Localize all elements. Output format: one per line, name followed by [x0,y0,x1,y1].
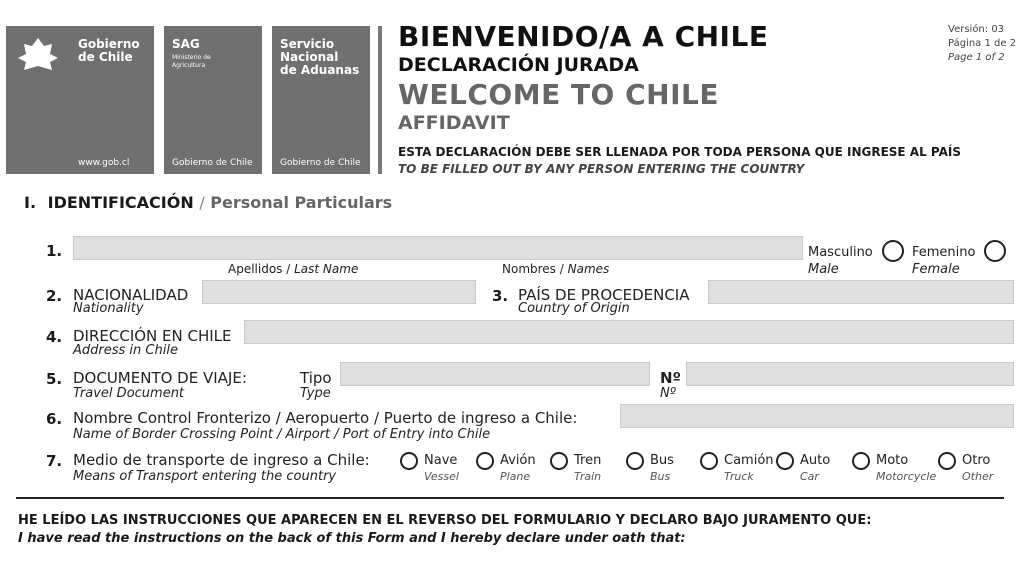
nationality-label: NACIONALIDAD [73,286,189,304]
notice-es: ESTA DECLARACIÓN DEBE SER LLENADA POR TODA PERSONA QUE INGRESE AL PAÍS [398,145,962,159]
address-input[interactable] [244,320,1014,344]
title-es: BIENVENIDO/A A CHILE [398,20,769,53]
transport-plane-radio[interactable] [476,452,494,470]
transport-plane-label: Avión [500,453,536,468]
section-roman: I. [24,193,37,212]
transport-other-radio[interactable] [938,452,956,470]
field-1-number: 1. [46,242,63,260]
transport-motorcycle-sub: Motorcycle [876,470,937,483]
travel-doc-label: DOCUMENTO DE VIAJE: [73,369,247,387]
transport-plane-sub: Plane [500,470,531,483]
aduanas-logo [272,26,370,174]
subtitle-en: AFFIDAVIT [398,112,510,134]
border-point-input[interactable] [620,404,1014,428]
transport-vessel-sub: Vessel [424,470,459,483]
page-label-es: Página 1 de 2 [948,38,1017,49]
lastname-caption-en: Last Name [294,262,359,276]
transport-truck-sub: Truck [724,470,754,483]
transport-bus-sub: Bus [650,470,671,483]
nationality-sub: Nationality [73,301,144,316]
field-2-number: 2. [46,287,63,305]
doc-type-input[interactable] [340,362,650,386]
sag-logo-footer: Gobierno de Chile [172,158,253,168]
names-caption-es: Nombres [502,262,556,276]
country-origin-sub: Country of Origin [518,301,630,316]
version-label: Versión: 03 [948,24,1005,35]
transport-other-sub: Other [962,470,994,483]
aduanas-logo-footer: Gobierno de Chile [280,158,361,168]
title-en: WELCOME TO CHILE [398,78,719,111]
names-caption [502,262,609,276]
transport-train-label: Tren [574,453,602,468]
section-divider [16,497,1004,499]
border-point-sub: Name of Border Crossing Point / Airport / Port of Entry into Chile [73,427,491,442]
notice-en: TO BE FILLED OUT BY ANY PERSON ENTERING THE COUNTRY [398,162,805,176]
gobierno-logo-title: Gobierno de Chile [78,37,140,64]
male-radio[interactable] [882,240,904,262]
female-sub: Female [912,262,960,277]
field-7-number: 7. [46,452,63,470]
declaration-en: I have read the instructions on the back of this Form and I hereby declare under oath that: [18,531,686,546]
country-origin-input[interactable] [708,280,1014,304]
header-divider [378,26,382,174]
transport-label: Medio de transporte de ingreso a Chile: [73,451,370,469]
country-origin-label: PAÍS DE PROCEDENCIA [518,286,690,304]
field-3-number: 3. [492,287,509,305]
gobierno-logo-footer: www.gob.cl [78,158,130,168]
border-point-label: Nombre Control Fronterizo / Aeropuerto / Puerto de ingreso a Chile: [73,409,578,427]
transport-car-radio[interactable] [776,452,794,470]
female-radio[interactable] [984,240,1006,262]
transport-train-radio[interactable] [550,452,568,470]
coat-of-arms-icon [12,34,64,74]
transport-sub: Means of Transport entering the country [73,469,337,484]
lastname-caption-sep: / [286,262,291,276]
transport-vessel-label: Nave [424,453,458,468]
doc-type-label: Tipo [300,369,332,387]
sag-logo-title: SAG [172,37,200,51]
transport-train-sub: Train [574,470,602,483]
transport-motorcycle-label: Moto [876,453,909,468]
transport-other-label: Otro [962,453,991,468]
name-input[interactable] [73,236,803,260]
field-6-number: 6. [46,410,63,428]
lastname-caption-es: Apellidos [228,262,283,276]
doc-type-sub: Type [300,386,331,401]
names-caption-en: Names [567,262,610,276]
transport-motorcycle-radio[interactable] [852,452,870,470]
lastname-caption [228,262,358,276]
sag-logo-subtitle: Ministerio de Agricultura [172,54,211,69]
transport-car-label: Auto [800,453,831,468]
section-title-en: Personal Particulars [210,193,393,212]
female-label: Femenino [912,245,976,260]
address-sub: Address in Chile [73,343,178,358]
nationality-input[interactable] [202,280,476,304]
sag-logo [164,26,262,174]
names-caption-sep: / [559,262,564,276]
gobierno-logo [6,26,154,174]
declaration-es: HE LEÍDO LAS INSTRUCCIONES QUE APARECEN EN EL REVERSO DEL FORMULARIO Y DECLARO BAJO JURAMENTO QUE: [18,513,872,528]
transport-bus-label: Bus [650,453,674,468]
transport-car-sub: Car [800,470,819,483]
doc-number-label: Nº [660,369,682,387]
page-label-en: Page 1 of 2 [948,52,1005,63]
transport-truck-radio[interactable] [700,452,718,470]
travel-doc-sub: Travel Document [73,386,185,401]
section-title-es: IDENTIFICACIÓN [47,193,194,212]
subtitle-es: DECLARACIÓN JURADA [398,54,639,76]
male-sub: Male [808,262,839,277]
doc-number-sub: Nº [660,386,676,401]
field-4-number: 4. [46,328,63,346]
transport-bus-radio[interactable] [626,452,644,470]
address-label: DIRECCIÓN EN CHILE [73,327,232,345]
section-separator: / [199,193,205,212]
doc-number-input[interactable] [686,362,1014,386]
section-title [24,193,392,212]
transport-truck-label: Camión [724,453,774,468]
male-label: Masculino [808,245,873,260]
aduanas-logo-title: Servicio Nacional de Aduanas [280,37,360,77]
field-5-number: 5. [46,370,63,388]
transport-vessel-radio[interactable] [400,452,418,470]
